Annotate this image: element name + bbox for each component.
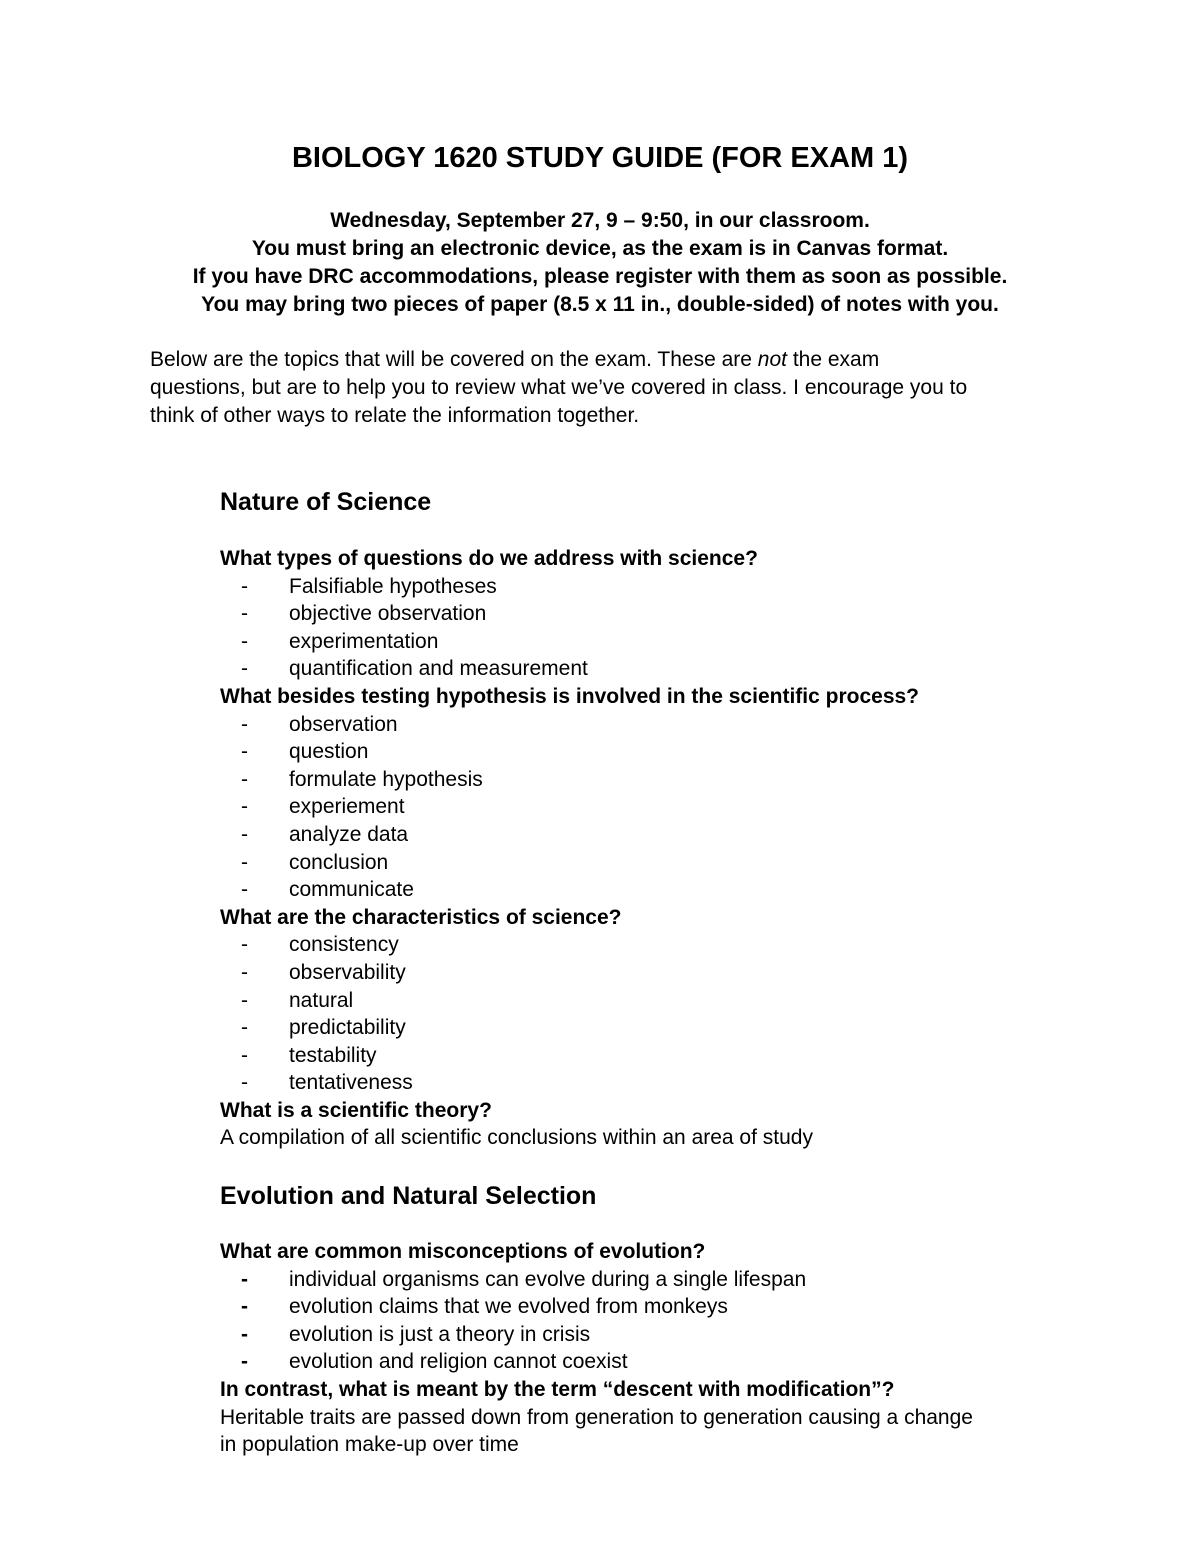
list-item-text: formulate hypothesis <box>289 767 483 791</box>
question-heading: What are the characteristics of science? <box>220 905 622 929</box>
list-item <box>220 600 1100 628</box>
bullet-dash: - <box>241 878 248 902</box>
list-item <box>220 959 1100 987</box>
list-item <box>220 1266 1100 1294</box>
exam-info <box>0 207 1200 319</box>
section-heading-evolution: Evolution and Natural Selection <box>220 1182 597 1210</box>
list-item-text: quantification and measurement <box>289 657 588 681</box>
bullet-dash: - <box>241 988 248 1012</box>
list-item-text: testability <box>289 1043 377 1067</box>
document-title: BIOLOGY 1620 STUDY GUIDE (FOR EXAM 1) <box>291 142 909 174</box>
bullet-dash: - <box>241 960 248 984</box>
list-item <box>220 1293 1100 1321</box>
list-item-text: Falsifiable hypotheses <box>289 574 497 598</box>
list-item <box>220 711 1100 739</box>
list-item <box>220 1321 1100 1349</box>
bullet-dash: - <box>241 1071 248 1095</box>
answer-text: A compilation of all scientific conclusions within an area of study <box>220 1126 813 1150</box>
question-heading: In contrast, what is meant by the term “descent with modification”? <box>220 1377 895 1401</box>
notes-allowed-line: You may bring two pieces of paper (8.5 x 11 in., double-sided) of notes with you. <box>201 293 999 316</box>
answer-text: in population make-up over time <box>220 1433 519 1457</box>
list-item-text: individual organisms can evolve during a single lifespan <box>289 1267 807 1291</box>
list-item-text: conclusion <box>289 850 389 874</box>
section-evolution <box>220 1238 1100 1459</box>
list-item <box>220 1042 1100 1070</box>
section-nature-of-science <box>220 545 1100 1152</box>
intro-emphasis: not <box>757 348 787 371</box>
bullet-dash: - <box>241 767 248 791</box>
question-heading: What besides testing hypothesis is involved in the scientific process? <box>220 684 919 708</box>
list-item-text: evolution claims that we evolved from monkeys <box>289 1295 728 1319</box>
bullet-dash: - <box>241 574 248 598</box>
drc-line: If you have DRC accommodations, please register with them as soon as possible. <box>192 265 1008 288</box>
list-item-text: tentativeness <box>289 1071 413 1095</box>
list-item <box>220 1348 1100 1376</box>
bullet-dash: - <box>241 933 248 957</box>
list-item <box>220 849 1100 877</box>
bullet-dash: - <box>241 1295 248 1319</box>
list-item <box>220 573 1100 601</box>
list-item <box>220 876 1100 904</box>
list-item-text: communicate <box>289 878 414 902</box>
list-item-text: analyze data <box>289 822 409 846</box>
question-heading: What types of questions do we address with science? <box>220 547 758 570</box>
bullet-dash: - <box>241 602 248 626</box>
list-item-text: evolution is just a theory in crisis <box>289 1322 591 1346</box>
list-item <box>220 931 1100 959</box>
bullet-dash: - <box>241 1267 248 1291</box>
bullet-dash: - <box>241 822 248 846</box>
list-item <box>220 821 1100 849</box>
bullet-dash: - <box>241 1350 248 1374</box>
list-item-text: objective observation <box>289 602 487 626</box>
list-item-text: experiement <box>289 795 405 819</box>
list-item <box>220 655 1100 683</box>
list-item-text: natural <box>289 988 354 1012</box>
list-item-text: experimentation <box>289 629 439 653</box>
section-heading-nature-of-science: Nature of Science <box>220 488 432 516</box>
question-heading: What are common misconceptions of evolution? <box>220 1240 706 1263</box>
intro-text-2: questions, but are to help you to review what we’ve covered in class. I encourage you to <box>150 376 968 399</box>
list-item <box>220 738 1100 766</box>
exam-date-line: Wednesday, September 27, 9 – 9:50, in our classroom. <box>330 209 870 232</box>
bullet-dash: - <box>241 1043 248 1067</box>
answer-text: Heritable traits are passed down from generation to generation causing a change <box>220 1405 973 1429</box>
intro-text-3: think of other ways to relate the information together. <box>150 404 640 427</box>
intro-paragraph <box>150 346 1070 430</box>
list-item-text: evolution and religion cannot coexist <box>289 1350 628 1374</box>
list-item-text: predictability <box>289 1016 406 1040</box>
list-item <box>220 793 1100 821</box>
list-item <box>220 1069 1100 1097</box>
list-item-text: observability <box>289 960 406 984</box>
list-item <box>220 766 1100 794</box>
list-item-text: consistency <box>289 933 399 957</box>
bullet-dash: - <box>241 1322 248 1346</box>
list-item <box>220 628 1100 656</box>
bullet-dash: - <box>241 657 248 681</box>
device-requirement-line: You must bring an electronic device, as the exam is in Canvas format. <box>251 237 949 260</box>
list-item-text: question <box>289 740 369 764</box>
bullet-dash: - <box>241 1016 248 1040</box>
bullet-dash: - <box>241 795 248 819</box>
bullet-dash: - <box>241 712 248 736</box>
intro-text-1b: the exam <box>786 348 880 371</box>
list-item <box>220 987 1100 1015</box>
bullet-dash: - <box>241 629 248 653</box>
bullet-dash: - <box>241 740 248 764</box>
question-heading: What is a scientific theory? <box>220 1098 492 1122</box>
intro-text-1a: Below are the topics that will be covered on the exam. These are <box>150 348 758 371</box>
bullet-dash: - <box>241 850 248 874</box>
list-item <box>220 1014 1100 1042</box>
list-item-text: observation <box>289 712 398 736</box>
